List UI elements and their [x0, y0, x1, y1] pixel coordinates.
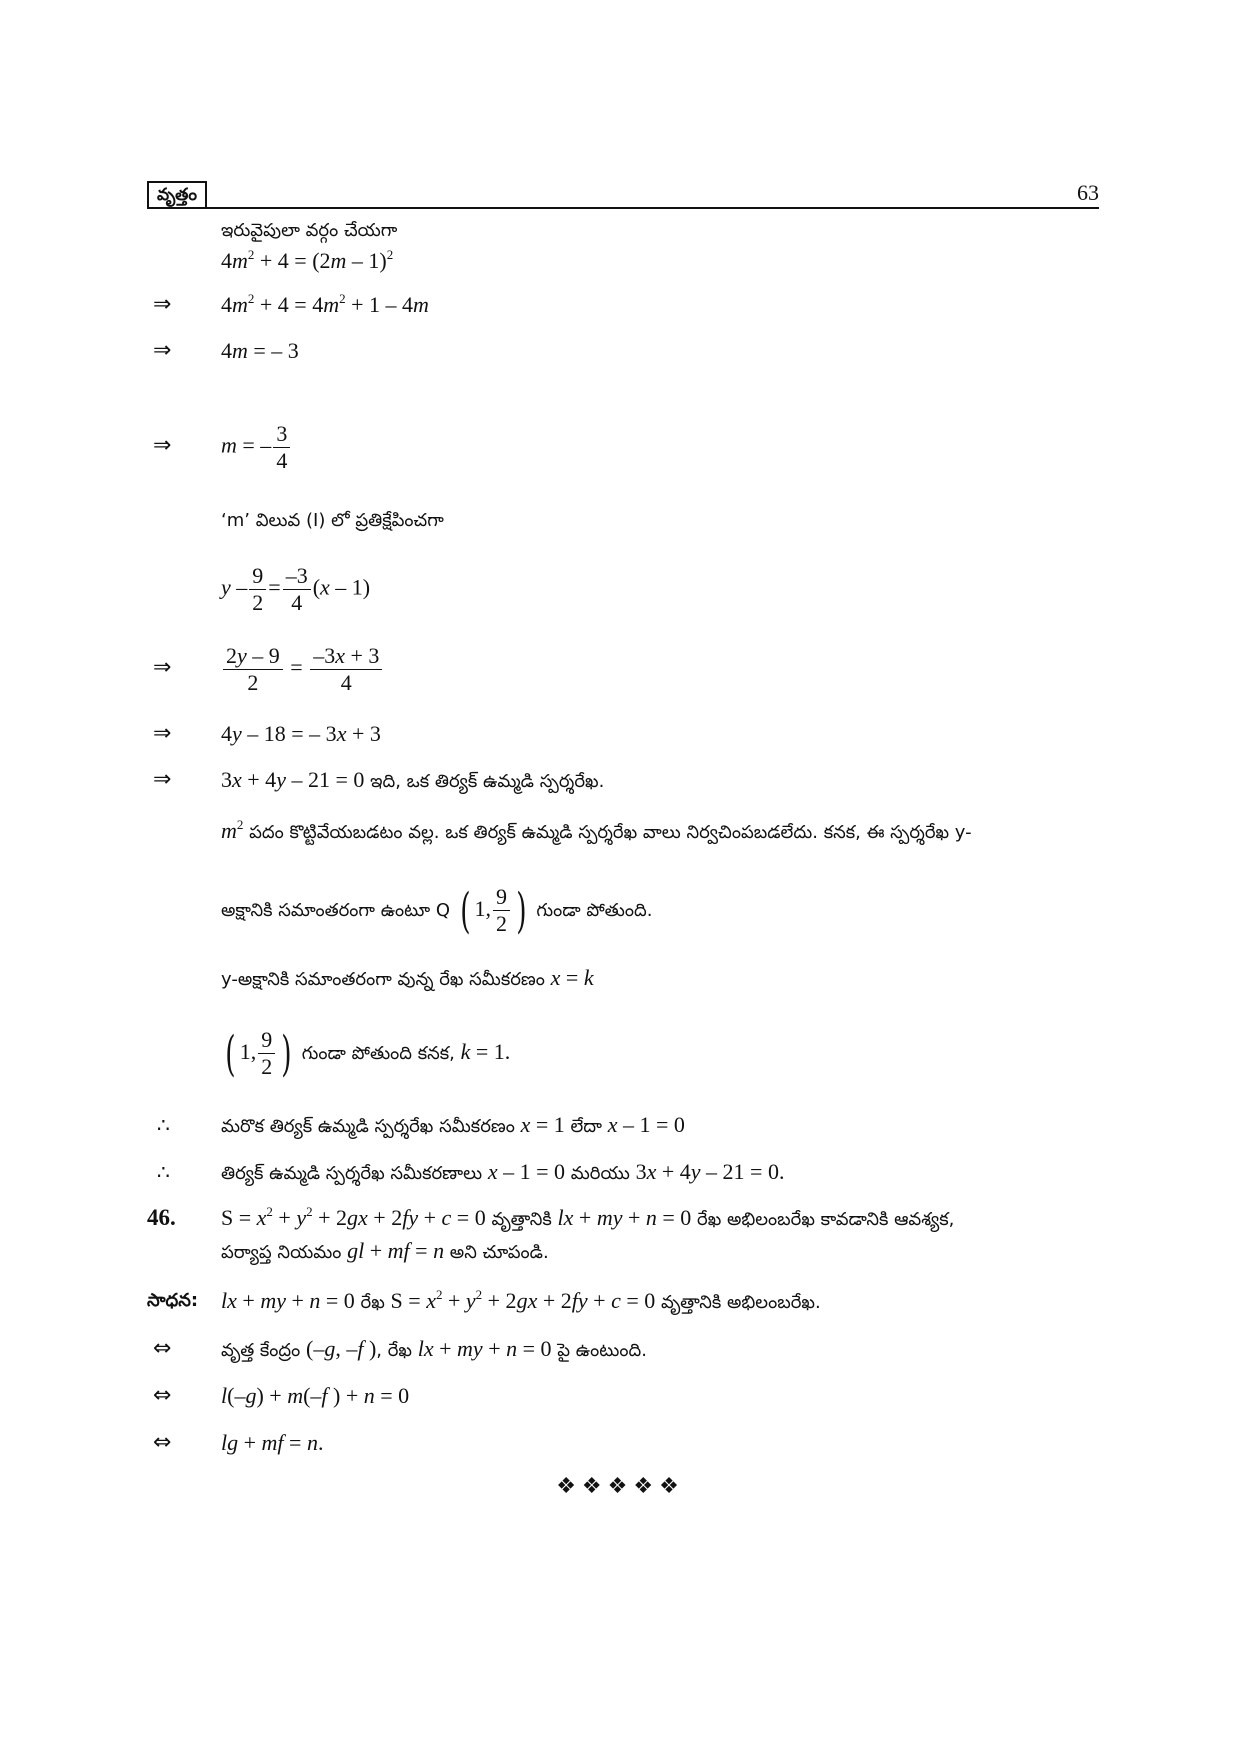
equation: m = – $\frac{3}{4}$ [221, 421, 292, 474]
section-end-ornament: ❖❖❖❖❖ [556, 1474, 685, 1499]
telugu-text: ‘m’ విలువ (I) లో ప్రతిక్షేపించగా [221, 510, 444, 531]
implies-symbol: ⇒ [153, 433, 172, 458]
implies-symbol: ⇒ [153, 292, 172, 317]
fraction: $\frac{-3x + 3}{4}$ [310, 643, 382, 696]
implies-symbol: ⇒ [153, 767, 172, 792]
equation-with-text: 3x + 4y – 21 = 0 ఇది, ఒక తిర్యక్ ఉమ్మడి స్పర్శరేఖ. [221, 767, 605, 792]
implies-symbol: ⇒ [153, 338, 172, 363]
implies-symbol: ⇒ [153, 655, 172, 680]
header-rule [207, 207, 1099, 209]
equation: 4y – 18 = – 3x + 3 [221, 721, 381, 746]
paragraph-text: $m^2$ పదం కొట్టివేయబడటం వల్ల. ఒక తిర్యక్ ఉమ్మడి స్పర్శరేఖ వాలు నిర్వచింపబడలేదు. కనక, ఈ స్పర్శరేఖ y- [221, 817, 972, 843]
solution-text: వృత్త కేంద్రం (–g, –f ), రేఖ lx + my + n = 0 పై ఉంటుంది. [221, 1336, 647, 1361]
equation: y – $\frac{9}{2}$ = $\frac{-3}{4}$ (x – 1) [221, 563, 371, 615]
paragraph-text: y-అక్షానికి సమాంతరంగా వున్న రేఖ సమీకరణం x = k [221, 965, 594, 990]
fraction: $\frac{2y - 9}{2}$ [223, 643, 283, 696]
paragraph-text: మరొక తిర్యక్ ఉమ్మడి స్పర్శరేఖ సమీకరణం x = 1 లేదా x – 1 = 0 [221, 1112, 685, 1137]
solution-label: సాధన: [147, 1290, 199, 1311]
question-text: పర్యాప్త నియమం gl + mf = n అని చూపండి. [221, 1238, 549, 1263]
iff-symbol: ⇔ [153, 1430, 172, 1455]
paragraph-text: అక్షానికి సమాంతరంగా ఉంటూ Q ( 1, $\frac{9}{2}$ ) గుండా పోతుంది. [221, 882, 653, 939]
iff-symbol: ⇔ [153, 1383, 172, 1408]
telugu-text: ఇరువైపులా వర్గం చేయగా [221, 220, 398, 241]
fraction: $\frac{9}{2}$ [258, 1027, 275, 1080]
fraction: $\frac{3}{4}$ [273, 421, 290, 474]
chapter-header: వృత్తం [147, 181, 207, 209]
equation: $4m^2 + 4 = (2m - 1)^2$ [221, 247, 394, 273]
question-number: 46. [147, 1205, 176, 1230]
fraction: $\frac{9}{2}$ [249, 563, 266, 616]
equation: lg + mf = n. [221, 1430, 324, 1455]
iff-symbol: ⇔ [153, 1336, 172, 1361]
solution-text: lx + my + n = 0 రేఖ $S = x^2 + y^2 + 2gx + 2fy + c = 0$ వృత్తానికి అభిలంబరేఖ. [221, 1287, 821, 1313]
paragraph-text: ( 1, $\frac{9}{2}$ ) గుండా పోతుంది కనక, k = 1. [225, 1025, 511, 1082]
equation: 4m = – 3 [221, 338, 299, 363]
fraction: $\frac{9}{2}$ [493, 884, 510, 937]
equation: l(–g) + m(–f ) + n = 0 [221, 1383, 410, 1408]
implies-symbol: ⇒ [153, 721, 172, 746]
paragraph-text: తిర్యక్ ఉమ్మడి స్పర్శరేఖ సమీకరణాలు x – 1 = 0 మరియు 3x + 4y – 21 = 0. [221, 1159, 785, 1184]
equation: $4m^2 + 4 = 4m^2 + 1 - 4m$ [221, 291, 429, 317]
equation: $\frac{2y - 9}{2}$ = $\frac{-3x + 3}{4}$ [221, 643, 384, 696]
fraction: $\frac{-3}{4}$ [283, 563, 311, 616]
therefore-symbol: ∴ [157, 1160, 170, 1184]
therefore-symbol: ∴ [157, 1113, 170, 1137]
page-number: 63 [1077, 180, 1099, 205]
question-text: $S = x^2 + y^2 + 2gx + 2fy + c = 0$ వృత్తానికి lx + my + n = 0 రేఖ అభిలంబరేఖ కావడానికి ఆవశ్యక, [221, 1204, 955, 1230]
